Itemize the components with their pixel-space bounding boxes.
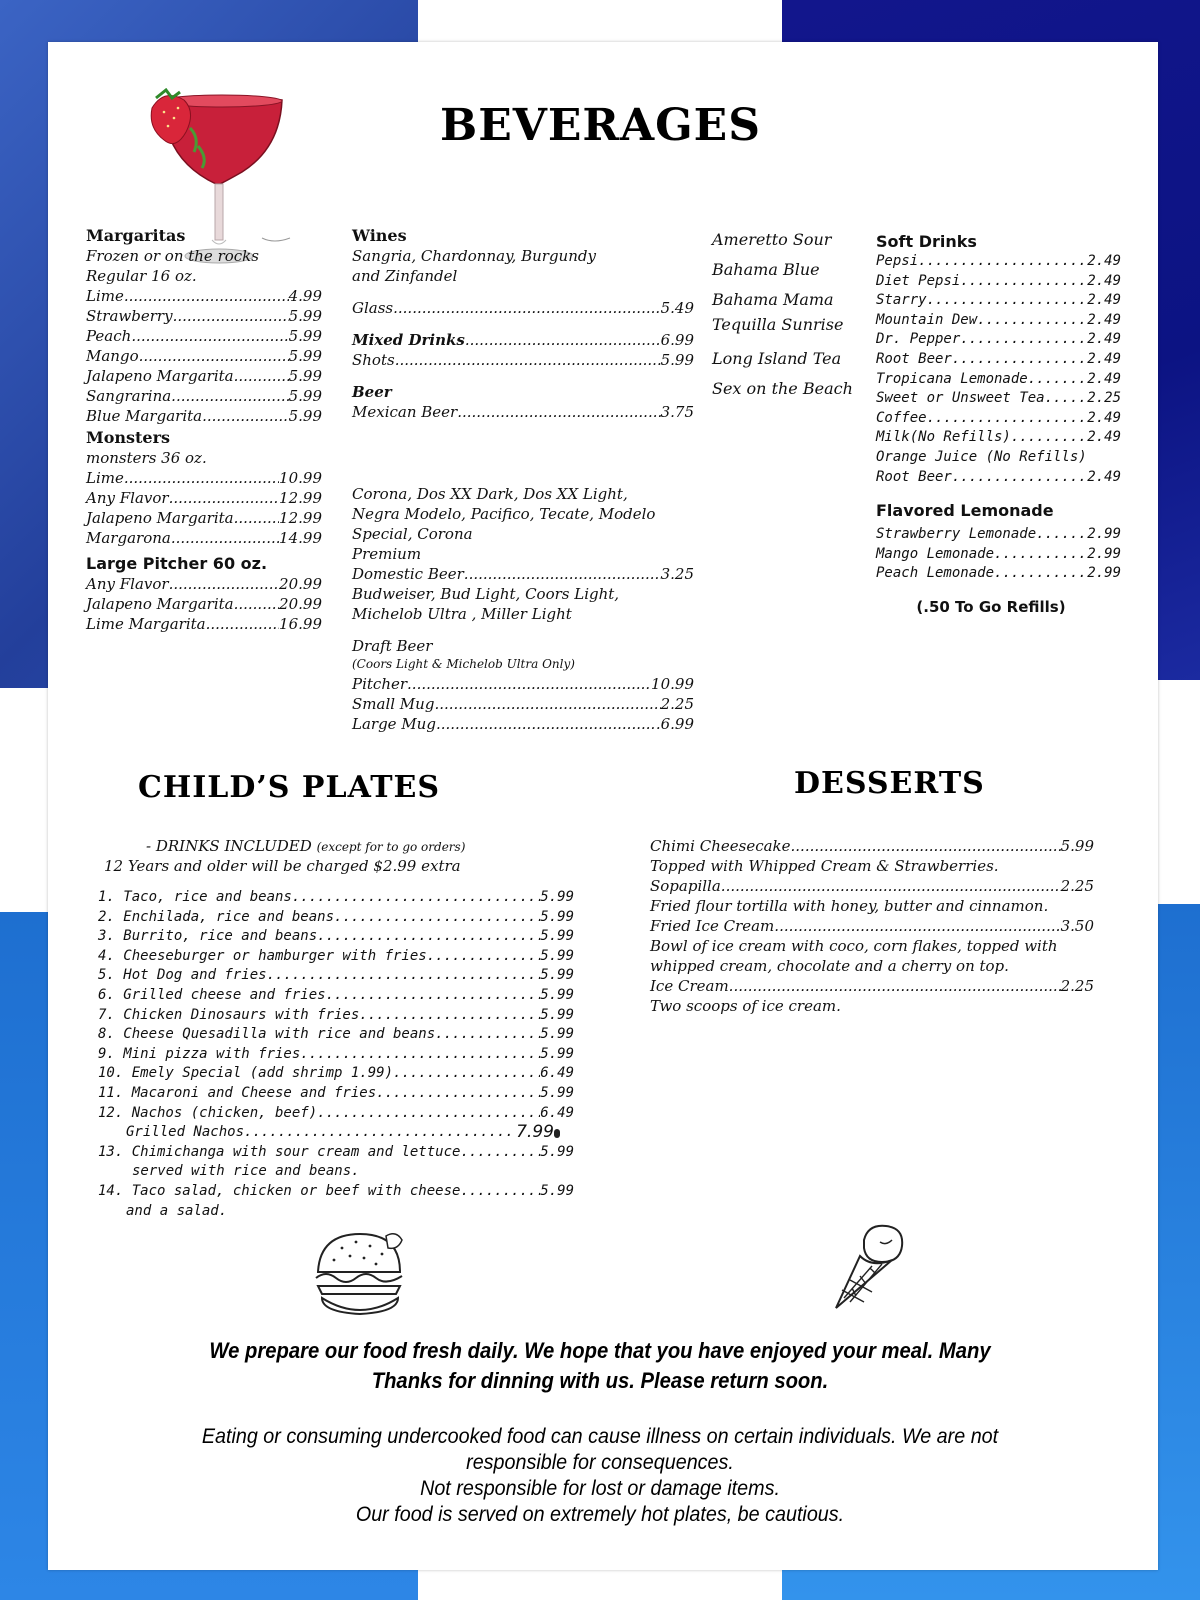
menu-item: 1. Taco, rice and beans ..... 5.99 — [98, 888, 574, 908]
footer-line-3: Eating or consuming undercooked food can cause illness on certain individuals. We are not — [201, 1425, 999, 1448]
menu-item: 3. Burrito, rice and beans ..... 5.99 — [98, 927, 574, 947]
menu-item: Peach Lemonade ..... 2.99 — [876, 564, 1121, 584]
menu-item: 9. Mini pizza with fries ..... 5.99 — [98, 1045, 574, 1065]
flavored-lemonade-heading: Flavored Lemonade — [876, 501, 1054, 521]
chimichanga-sub: served with rice and beans. — [132, 1163, 360, 1180]
menu-item: Sangrarina ..... 5.99 — [86, 386, 322, 406]
menu-item: Jalapeno Margarita ..... 5.99 — [86, 366, 322, 386]
menu-item: Jalapeno Margarita ..... 12.99 — [86, 508, 322, 528]
menu-item: Chimi Cheesecake ..... 5.99 — [650, 836, 1094, 856]
menu-item: Pitcher ..... 10.99 — [352, 674, 694, 694]
menu-item: 6. Grilled cheese and fries ..... 5.99 — [98, 986, 574, 1006]
menu-item: Any Flavor ..... 12.99 — [86, 488, 322, 508]
menu-item: 5. Hot Dog and fries ..... 5.99 — [98, 966, 574, 986]
drinks-included-note: (except for to go orders) — [316, 840, 466, 854]
desserts-list — [650, 836, 1094, 1016]
menu-item: Milk(No Refills) ..... 2.49 — [876, 428, 1121, 448]
margaritas-desc-1: Frozen or on the rocks — [86, 247, 259, 265]
menu-item: Ice Cream ..... 2.25 — [650, 976, 1094, 996]
monsters-desc: monsters 36 oz. — [86, 449, 207, 467]
footer-line-2: Thanks for dinning with us. Please return soon. — [371, 1368, 829, 1393]
handwritten-price: 7.99 — [516, 1122, 554, 1143]
cocktail-item: Long Island Tea — [712, 349, 842, 368]
margaritas-desc-2: Regular 16 oz. — [86, 267, 197, 285]
menu-item: Mixed Drinks ..... 6.99 — [352, 330, 694, 350]
menu-item: Small Mug ..... 2.25 — [352, 694, 694, 714]
menu-item: Margarona ..... 14.99 — [86, 528, 322, 548]
menu-item: Tropicana Lemonade ..... 2.49 — [876, 370, 1121, 390]
footer-line-6: Our food is served on extremely hot plates, be cautious. — [355, 1503, 845, 1526]
footer-line-1: We prepare our food fresh daily. We hope that you have enjoyed your meal. Many — [209, 1338, 991, 1363]
domestic-brands-2: Michelob Ultra , Miller Light — [352, 605, 572, 623]
drinks-included-line — [146, 836, 465, 856]
wines-desc-2: and Zinfandel — [352, 267, 458, 285]
wines-heading: Wines — [352, 226, 407, 245]
menu-item: Diet Pepsi ..... 2.49 — [876, 272, 1121, 292]
childs-plates-title: CHILD’S PLATES — [138, 770, 441, 805]
monsters-heading: Monsters — [86, 428, 171, 447]
cocktail-item: Tequilla Sunrise — [712, 315, 844, 334]
beer-brands-3: Special, Corona — [352, 525, 473, 543]
orange-juice: Orange Juice (No Refills) — [876, 448, 1087, 465]
soft-drinks-column — [876, 232, 1121, 618]
ice-cream-cone-icon — [832, 1222, 912, 1312]
cheesecake-desc: Topped with Whipped Cream & Strawberries. — [650, 857, 999, 875]
draft-beer-note: (Coors Light & Michelob Ultra Only) — [352, 657, 575, 671]
menu-item: 11. Macaroni and Cheese and fries ..... 5.99 — [98, 1084, 574, 1104]
menu-item: Mango Lemonade ..... 2.99 — [876, 545, 1121, 565]
fried-ice-cream-desc-1: Bowl of ice cream with coco, corn flakes, topped with — [650, 937, 1058, 955]
menu-item: Dr. Pepper ..... 2.49 — [876, 330, 1121, 350]
menu-item: Coffee ..... 2.49 — [876, 409, 1121, 429]
margaritas-heading: Margaritas — [86, 226, 186, 245]
menu-item: Shots ..... 5.99 — [352, 350, 694, 370]
beer-brands-2: Negra Modelo, Pacifico, Tecate, Modelo — [352, 505, 656, 523]
beverages-title: BEVERAGES — [440, 100, 761, 151]
beer-heading: Beer — [352, 383, 392, 401]
menu-item: 2. Enchilada, rice and beans ..... 5.99 — [98, 908, 574, 928]
menu-item: 7. Chicken Dinosaurs with fries ..... 5.99 — [98, 1006, 574, 1026]
cocktail-item: Sex on the Beach — [712, 379, 853, 398]
footer-disclaimer — [92, 1424, 1107, 1528]
wines-beer-column — [352, 226, 694, 734]
menu-item: Mexican Beer ..... 3.75 — [352, 402, 694, 422]
menu-item: Strawberry Lemonade ..... 2.99 — [876, 525, 1121, 545]
menu-item: Fried Ice Cream ..... 3.50 — [650, 916, 1094, 936]
menu-item: Any Flavor ..... 20.99 — [86, 574, 322, 594]
menu-item: Large Mug ..... .6.99 — [352, 714, 694, 734]
menu-item: 13. Chimichanga with sour cream and lettuce ..... 5.99 — [98, 1143, 574, 1163]
menu-item: Root Beer ..... 2.49 — [876, 350, 1121, 370]
menu-item: Jalapeno Margarita ..... 20.99 — [86, 594, 322, 614]
scribble-mark — [554, 1129, 560, 1138]
beer-premium: Premium — [352, 545, 422, 563]
cocktails-column — [712, 230, 862, 409]
menu-item: Sweet or Unsweet Tea ..... 2.25 — [876, 389, 1121, 409]
menu-item: 12. Nachos (chicken, beef) ..... 6.49 — [98, 1104, 574, 1124]
menu-item: Mango ..... 5.99 — [86, 346, 322, 366]
menu-item: Blue Margarita ..... 5.99 — [86, 406, 322, 426]
soft-drinks-heading: Soft Drinks — [876, 232, 977, 251]
ice-cream-desc: Two scoops of ice cream. — [650, 997, 841, 1015]
margaritas-column — [86, 226, 322, 634]
age-note: 12 Years and older will be charged $2.99 extra — [104, 857, 461, 875]
menu-item: 14. Taco salad, chicken or beef with cheese ..... 5.99 — [98, 1182, 574, 1202]
fried-ice-cream-desc-2: whipped cream, chocolate and a cherry on top. — [650, 957, 1009, 975]
menu-item: Lime ..... 10.99 — [86, 468, 322, 488]
draft-beer-heading: Draft Beer — [352, 637, 433, 655]
menu-item: Lime ..... 4.99 — [86, 286, 322, 306]
drinks-included: - DRINKS INCLUDED — [146, 837, 312, 855]
menu-item: Peach ..... 5.99 — [86, 326, 322, 346]
menu-item: Pepsi ..... 2.49 — [876, 252, 1121, 272]
to-go-refills: (.50 To Go Refills) — [916, 597, 1066, 616]
beer-brands-1: Corona, Dos XX Dark, Dos XX Light, — [352, 485, 628, 503]
sopapilla-desc: Fried flour tortilla with honey, butter and cinnamon. — [650, 897, 1049, 915]
domestic-brands-1: Budweiser, Bud Light, Coors Light, — [352, 585, 620, 603]
menu-item: 4. Cheeseburger or hamburger with fries ..... 5.99 — [98, 947, 574, 967]
wines-desc-1: Sangria, Chardonnay, Burgundy — [352, 247, 596, 265]
menu-item: Mountain Dew ..... 2.49 — [876, 311, 1121, 331]
menu-item: Starry ..... 2.49 — [876, 291, 1121, 311]
menu-item: Lime Margarita ..... 16.99 — [86, 614, 322, 634]
menu-item: Strawberry ..... 5.99 — [86, 306, 322, 326]
cocktail-item: Bahama Mama — [712, 290, 834, 309]
menu-item-grilled-nachos: Grilled Nachos ..... 7.99 — [98, 1123, 574, 1143]
menu-item: Sopapilla ..... 2.25 — [650, 876, 1094, 896]
menu-item: Domestic Beer ..... 3.25 — [352, 564, 694, 584]
desserts-title: DESSERTS — [794, 766, 985, 801]
menu-item: Glass ..... 5.49 — [352, 298, 694, 318]
footer-message — [103, 1336, 1097, 1396]
menu-item: 10. Emely Special (add shrimp 1.99) ..... 6.49 — [98, 1064, 574, 1084]
menu-item: Root Beer ..... 2.49 — [876, 468, 1121, 488]
footer-line-5: Not responsible for lost or damage items. — [420, 1477, 780, 1500]
footer-line-4: responsible for consequences. — [466, 1451, 734, 1474]
childs-plates-list — [98, 888, 574, 1221]
hamburger-icon — [312, 1228, 406, 1324]
cocktail-item: Ameretto Sour — [712, 230, 832, 249]
menu-item: 8. Cheese Quesadilla with rice and beans ..... 5.99 — [98, 1025, 574, 1045]
taco-salad-sub: and a salad. — [126, 1202, 228, 1219]
pitcher-heading: Large Pitcher 60 oz. — [86, 554, 268, 573]
cocktail-item: Bahama Blue — [712, 260, 820, 279]
